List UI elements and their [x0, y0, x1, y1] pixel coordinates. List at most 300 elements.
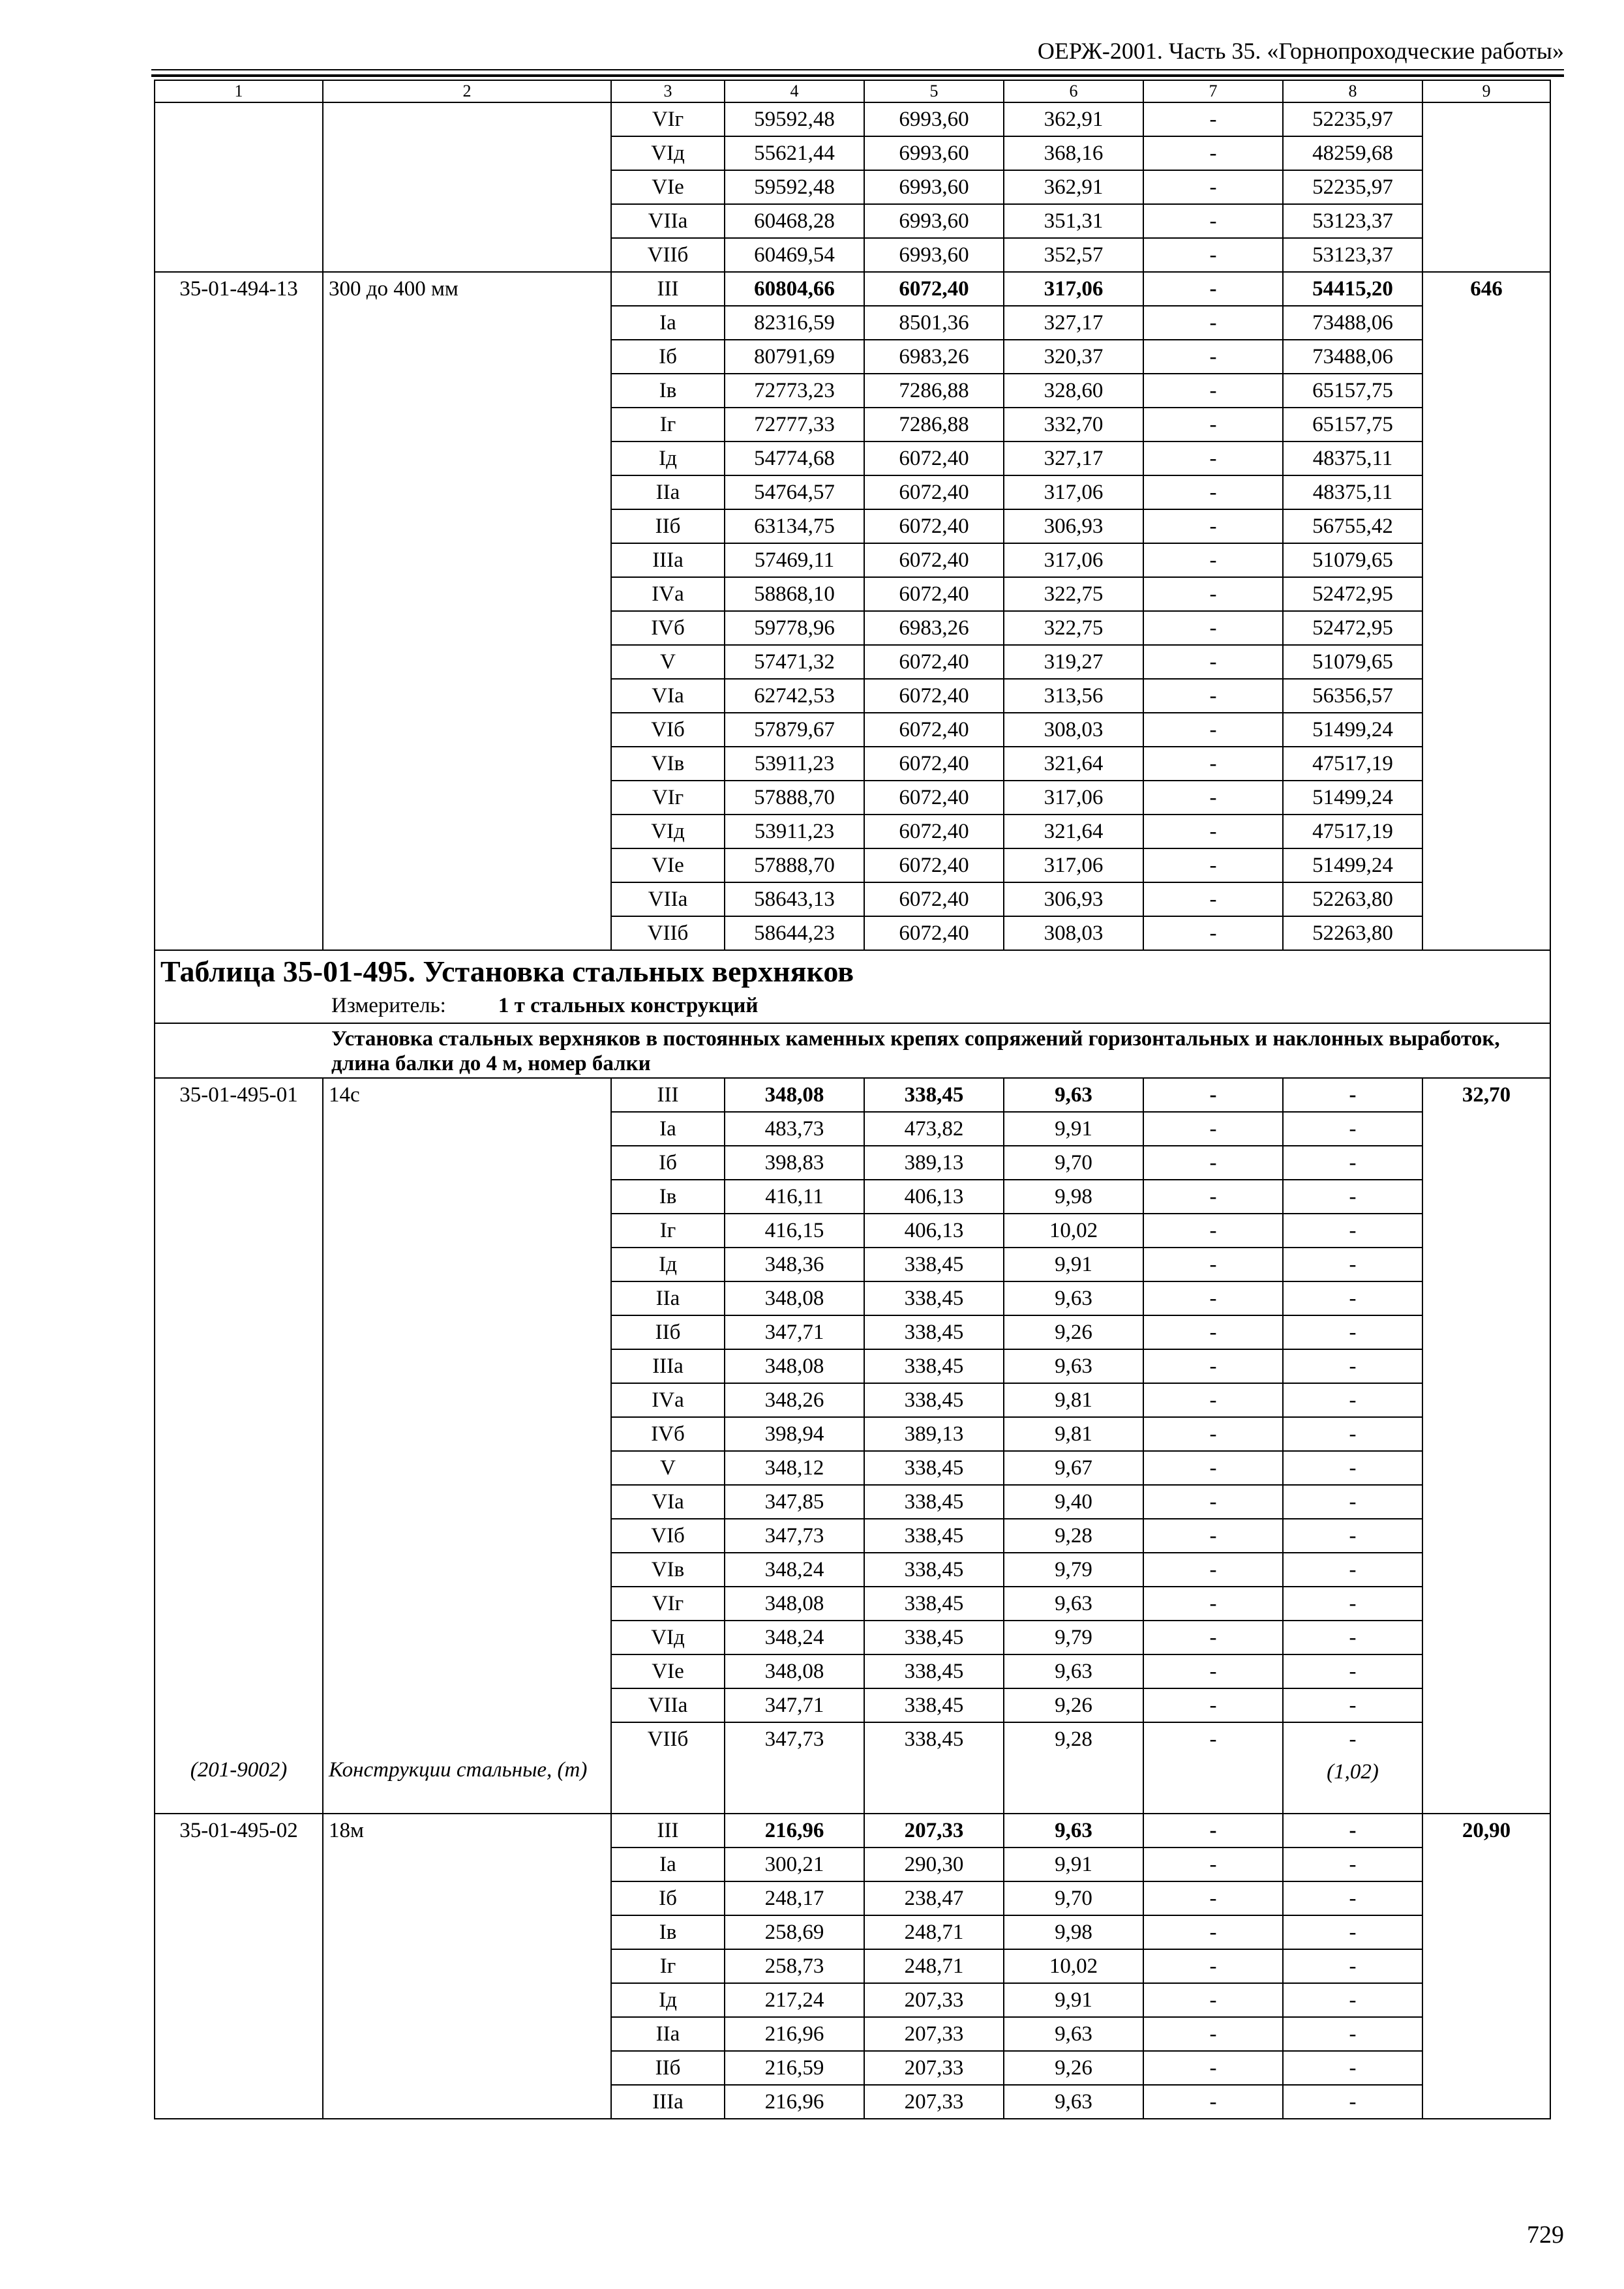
value-cell: - — [1143, 1315, 1283, 1349]
name-cell — [323, 679, 611, 713]
region-cell: Iб — [611, 1881, 725, 1915]
value-cell: - — [1143, 374, 1283, 408]
value-cell: 416,11 — [725, 1180, 864, 1214]
value-cell: 338,45 — [864, 1281, 1004, 1315]
value-cell: 48375,11 — [1283, 441, 1422, 475]
code-cell — [155, 1587, 323, 1621]
code-cell — [155, 1881, 323, 1915]
value-cell: 207,33 — [864, 2085, 1004, 2119]
code-cell — [155, 1281, 323, 1315]
name-cell — [323, 1654, 611, 1688]
value-cell: 51079,65 — [1283, 645, 1422, 679]
value-cell: - — [1283, 1519, 1422, 1553]
value-cell: - — [1283, 1654, 1422, 1688]
value-cell: - — [1143, 882, 1283, 916]
region-cell: VIд — [611, 136, 725, 170]
value-cell: - — [1143, 2085, 1283, 2119]
code-cell — [155, 509, 323, 543]
column-number-row — [155, 80, 1550, 102]
region-cell: V — [611, 1451, 725, 1485]
value-cell: 338,45 — [864, 1519, 1004, 1553]
table-row — [155, 611, 1550, 645]
table-row — [155, 306, 1550, 340]
region-cell: Iа — [611, 306, 725, 340]
value-cell: 65157,75 — [1283, 408, 1422, 441]
value-cell: 306,93 — [1004, 882, 1143, 916]
name-cell — [323, 1180, 611, 1214]
region-cell: IVа — [611, 1383, 725, 1417]
code-cell — [155, 611, 323, 645]
value-cell: 473,82 — [864, 1112, 1004, 1146]
table-row — [155, 1621, 1550, 1654]
value-cell: 216,96 — [725, 1814, 864, 1848]
col9-cell — [1422, 204, 1550, 238]
value-cell: - — [1143, 170, 1283, 204]
region-cell: VIIб — [611, 238, 725, 272]
code-cell — [155, 408, 323, 441]
code-cell — [155, 1688, 323, 1722]
col9-cell: 20,90 — [1422, 1814, 1550, 1848]
value-cell: 57888,70 — [725, 781, 864, 815]
region-cell: VIд — [611, 815, 725, 848]
value-cell: - — [1143, 1281, 1283, 1315]
value-cell: - — [1283, 1553, 1422, 1587]
col9-cell — [1422, 441, 1550, 475]
name-cell: 18м — [323, 1814, 611, 1848]
table-row — [155, 1949, 1550, 1983]
value-cell: - — [1143, 1248, 1283, 1281]
value-cell: 362,91 — [1004, 170, 1143, 204]
code-cell — [155, 1214, 323, 1248]
value-cell: - — [1283, 1451, 1422, 1485]
region-cell: Iб — [611, 340, 725, 374]
value-cell: 52235,97 — [1283, 170, 1422, 204]
value-cell: 338,45 — [864, 1688, 1004, 1722]
value-cell: 6072,40 — [864, 882, 1004, 916]
value-cell: 347,85 — [725, 1485, 864, 1519]
code-cell — [155, 136, 323, 170]
value-cell: - — [1283, 1722, 1422, 1756]
region-cell: VIб — [611, 1519, 725, 1553]
value-cell: - — [1143, 679, 1283, 713]
value-cell: 53123,37 — [1283, 204, 1422, 238]
value-cell: 52263,80 — [1283, 882, 1422, 916]
value-cell: - — [1143, 1485, 1283, 1519]
value-cell: - — [1143, 238, 1283, 272]
value-cell: 6072,40 — [864, 272, 1004, 306]
name-cell — [323, 441, 611, 475]
value-cell: - — [1283, 1688, 1422, 1722]
name-cell — [323, 509, 611, 543]
value-cell: - — [1143, 1848, 1283, 1881]
code-cell — [155, 1654, 323, 1688]
region-cell: VIг — [611, 781, 725, 815]
value-cell: 7286,88 — [864, 374, 1004, 408]
code-cell — [155, 1485, 323, 1519]
value-cell: 9,63 — [1004, 2017, 1143, 2051]
value-cell: - — [1283, 1214, 1422, 1248]
measure-unit: 1 т стальных конструкций — [498, 994, 759, 1017]
region-cell: VIв — [611, 747, 725, 781]
col9-cell — [1422, 1756, 1550, 1814]
code-cell — [155, 1451, 323, 1485]
code-cell — [155, 102, 323, 136]
value-cell: - — [1143, 611, 1283, 645]
value-cell: 238,47 — [864, 1881, 1004, 1915]
region-cell: IIIа — [611, 543, 725, 577]
name-cell — [323, 170, 611, 204]
value-cell: 6072,40 — [864, 509, 1004, 543]
code-cell: 35-01-495-02 — [155, 1814, 323, 1848]
col9-cell — [1422, 2017, 1550, 2051]
code-cell — [155, 815, 323, 848]
name-cell — [323, 204, 611, 238]
region-cell: III — [611, 1078, 725, 1112]
table-row — [155, 815, 1550, 848]
value-cell: 406,13 — [864, 1214, 1004, 1248]
value-cell: 398,83 — [725, 1146, 864, 1180]
value-cell: 389,13 — [864, 1417, 1004, 1451]
name-cell — [323, 1587, 611, 1621]
table-row — [155, 374, 1550, 408]
value-cell: 82316,59 — [725, 306, 864, 340]
region-cell: IIа — [611, 475, 725, 509]
region-cell: VIе — [611, 1654, 725, 1688]
col9-cell — [1422, 679, 1550, 713]
value-cell: - — [1143, 1587, 1283, 1621]
value-cell: 9,26 — [1004, 2051, 1143, 2085]
col9-cell — [1422, 1881, 1550, 1915]
col9-cell — [1422, 1349, 1550, 1383]
value-cell: 9,81 — [1004, 1417, 1143, 1451]
col9-cell — [1422, 1621, 1550, 1654]
value-cell: - — [1143, 1214, 1283, 1248]
value-cell: 52263,80 — [1283, 916, 1422, 950]
value-cell: 48375,11 — [1283, 475, 1422, 509]
value-cell: 338,45 — [864, 1553, 1004, 1587]
value-cell: - — [1143, 1451, 1283, 1485]
value-cell: 338,45 — [864, 1078, 1004, 1112]
col9-cell — [1422, 136, 1550, 170]
value-cell: 62742,53 — [725, 679, 864, 713]
value-cell: 347,71 — [725, 1688, 864, 1722]
code-cell — [155, 1112, 323, 1146]
code-cell — [155, 306, 323, 340]
value-cell: 348,24 — [725, 1621, 864, 1654]
value-cell: - — [1143, 441, 1283, 475]
table-row — [155, 713, 1550, 747]
code-cell — [155, 374, 323, 408]
value-cell: - — [1143, 645, 1283, 679]
value-cell: 54774,68 — [725, 441, 864, 475]
column-number: 2 — [323, 80, 611, 102]
col9-cell — [1422, 1146, 1550, 1180]
table-row — [155, 781, 1550, 815]
empty-cell — [864, 1756, 1004, 1814]
table-row — [155, 747, 1550, 781]
value-cell: - — [1143, 1881, 1283, 1915]
col9-cell — [1422, 1688, 1550, 1722]
name-cell — [323, 848, 611, 882]
value-cell: 483,73 — [725, 1112, 864, 1146]
region-cell: IIIа — [611, 1349, 725, 1383]
value-cell: 9,26 — [1004, 1688, 1143, 1722]
value-cell: 9,63 — [1004, 2085, 1143, 2119]
value-cell: 338,45 — [864, 1485, 1004, 1519]
value-cell: - — [1143, 1949, 1283, 1983]
value-cell: 47517,19 — [1283, 815, 1422, 848]
code-cell — [155, 1621, 323, 1654]
value-cell: - — [1283, 1281, 1422, 1315]
value-cell: - — [1143, 509, 1283, 543]
col9-cell — [1422, 1587, 1550, 1621]
value-cell: 306,93 — [1004, 509, 1143, 543]
value-cell: 59592,48 — [725, 102, 864, 136]
code-cell — [155, 1949, 323, 1983]
region-cell: IVб — [611, 1417, 725, 1451]
value-cell: - — [1283, 1315, 1422, 1349]
value-cell: 389,13 — [864, 1146, 1004, 1180]
value-cell: - — [1143, 340, 1283, 374]
value-cell: 6983,26 — [864, 340, 1004, 374]
value-cell: - — [1143, 1112, 1283, 1146]
value-cell: 57888,70 — [725, 848, 864, 882]
value-cell: 317,06 — [1004, 475, 1143, 509]
region-cell: IVа — [611, 577, 725, 611]
value-cell: - — [1143, 408, 1283, 441]
value-cell: 9,40 — [1004, 1485, 1143, 1519]
name-cell — [323, 543, 611, 577]
col9-cell — [1422, 1848, 1550, 1881]
value-cell: 51499,24 — [1283, 781, 1422, 815]
value-cell: 59778,96 — [725, 611, 864, 645]
col9-cell — [1422, 848, 1550, 882]
table-row — [155, 1078, 1550, 1112]
name-cell — [323, 2085, 611, 2119]
value-cell: - — [1283, 2051, 1422, 2085]
region-cell: IIа — [611, 1281, 725, 1315]
col9-cell — [1422, 645, 1550, 679]
name-cell — [323, 1519, 611, 1553]
value-cell: 9,91 — [1004, 1248, 1143, 1281]
code-cell — [155, 679, 323, 713]
table-row — [155, 1553, 1550, 1587]
value-cell: 51499,24 — [1283, 713, 1422, 747]
region-cell: VIIб — [611, 1722, 725, 1756]
value-cell: 321,64 — [1004, 747, 1143, 781]
code-cell — [155, 645, 323, 679]
value-cell: 73488,06 — [1283, 340, 1422, 374]
col9-cell: 32,70 — [1422, 1078, 1550, 1112]
region-cell: Iг — [611, 1214, 725, 1248]
value-cell: 248,17 — [725, 1881, 864, 1915]
value-cell: 338,45 — [864, 1315, 1004, 1349]
table-description: Установка стальных верхняков в постоянных каменных крепях сопряжений горизонтальных и наклонных выработок, длина балки до 4 м, номер балки — [331, 1027, 1500, 1075]
value-cell: 9,28 — [1004, 1519, 1143, 1553]
value-cell: 9,63 — [1004, 1587, 1143, 1621]
col9-cell — [1422, 815, 1550, 848]
value-cell: 9,63 — [1004, 1281, 1143, 1315]
value-cell: 9,91 — [1004, 1112, 1143, 1146]
table-description-row — [155, 1023, 1550, 1078]
value-cell: 338,45 — [864, 1349, 1004, 1383]
name-cell — [323, 238, 611, 272]
value-cell: 9,81 — [1004, 1383, 1143, 1417]
value-cell: 8501,36 — [864, 306, 1004, 340]
table-description-cell — [155, 1023, 1550, 1078]
value-cell: 216,59 — [725, 2051, 864, 2085]
value-cell: 9,79 — [1004, 1621, 1143, 1654]
table-row — [155, 102, 1550, 136]
table-row — [155, 408, 1550, 441]
value-cell: - — [1283, 1621, 1422, 1654]
value-cell: 72777,33 — [725, 408, 864, 441]
value-cell: - — [1143, 848, 1283, 882]
code-cell — [155, 1915, 323, 1949]
value-cell: 207,33 — [864, 1983, 1004, 2017]
value-cell: 308,03 — [1004, 713, 1143, 747]
name-cell — [323, 916, 611, 950]
value-cell: 9,67 — [1004, 1451, 1143, 1485]
measure-label: Измеритель: — [331, 994, 446, 1017]
value-cell: - — [1143, 916, 1283, 950]
name-cell — [323, 2051, 611, 2085]
value-cell: 6993,60 — [864, 102, 1004, 136]
code-cell — [155, 882, 323, 916]
value-cell: 6993,60 — [864, 204, 1004, 238]
region-cell: V — [611, 645, 725, 679]
value-cell: 9,63 — [1004, 1078, 1143, 1112]
col9-cell — [1422, 2051, 1550, 2085]
col9-cell — [1422, 1485, 1550, 1519]
col9-cell — [1422, 1451, 1550, 1485]
name-cell — [323, 1485, 611, 1519]
name-cell — [323, 1315, 611, 1349]
table-row — [155, 204, 1550, 238]
value-cell: - — [1283, 1915, 1422, 1949]
code-cell — [155, 781, 323, 815]
name-cell — [323, 1349, 611, 1383]
value-cell: - — [1283, 1349, 1422, 1383]
col9-cell — [1422, 408, 1550, 441]
value-cell: - — [1143, 1519, 1283, 1553]
running-header: ОЕРЖ-2001. Часть 35. «Горнопроходческие работы» — [1037, 38, 1564, 64]
value-cell: - — [1143, 102, 1283, 136]
value-cell: 6993,60 — [864, 238, 1004, 272]
col9-cell — [1422, 1180, 1550, 1214]
name-cell — [323, 1451, 611, 1485]
value-cell: - — [1143, 781, 1283, 815]
col9-cell — [1422, 1248, 1550, 1281]
code-cell — [155, 1519, 323, 1553]
table-row — [155, 1983, 1550, 2017]
code-cell — [155, 1553, 323, 1587]
value-cell: - — [1143, 543, 1283, 577]
value-cell: 6072,40 — [864, 577, 1004, 611]
value-cell: - — [1143, 1383, 1283, 1417]
name-cell — [323, 815, 611, 848]
table-row — [155, 1722, 1550, 1756]
measure-line — [160, 993, 1544, 1023]
col9-cell — [1422, 1112, 1550, 1146]
value-cell: 9,70 — [1004, 1881, 1143, 1915]
value-cell: - — [1143, 747, 1283, 781]
table-row — [155, 2051, 1550, 2085]
page-number: 729 — [1527, 2221, 1564, 2249]
value-cell: - — [1143, 1654, 1283, 1688]
value-cell: 53911,23 — [725, 747, 864, 781]
table-title-row — [155, 950, 1550, 1023]
value-cell: 9,70 — [1004, 1146, 1143, 1180]
value-cell: - — [1143, 577, 1283, 611]
table-row — [155, 238, 1550, 272]
value-cell: 47517,19 — [1283, 747, 1422, 781]
value-cell: 338,45 — [864, 1248, 1004, 1281]
col9-cell — [1422, 238, 1550, 272]
table-row — [155, 679, 1550, 713]
name-cell — [323, 136, 611, 170]
value-cell: - — [1283, 1112, 1422, 1146]
header-rule — [151, 69, 1564, 70]
value-cell: 58644,23 — [725, 916, 864, 950]
value-cell: 9,63 — [1004, 1654, 1143, 1688]
value-cell: - — [1143, 306, 1283, 340]
value-cell: 319,27 — [1004, 645, 1143, 679]
name-cell — [323, 475, 611, 509]
resource-qty: (1,02) — [1283, 1756, 1422, 1814]
value-cell: 368,16 — [1004, 136, 1143, 170]
code-cell — [155, 1349, 323, 1383]
col9-cell — [1422, 1417, 1550, 1451]
value-cell: - — [1143, 1180, 1283, 1214]
region-cell: VIе — [611, 170, 725, 204]
value-cell: 348,24 — [725, 1553, 864, 1587]
value-cell: 207,33 — [864, 2017, 1004, 2051]
code-cell — [155, 848, 323, 882]
name-cell — [323, 1915, 611, 1949]
value-cell: - — [1143, 1722, 1283, 1756]
col9-cell — [1422, 2085, 1550, 2119]
column-number: 3 — [611, 80, 725, 102]
region-cell: IIб — [611, 509, 725, 543]
table-row — [155, 1248, 1550, 1281]
price-table — [154, 80, 1551, 2119]
value-cell: 216,96 — [725, 2017, 864, 2051]
region-cell: VIа — [611, 1485, 725, 1519]
value-cell: - — [1283, 1848, 1422, 1881]
col9-cell — [1422, 882, 1550, 916]
region-cell: VIе — [611, 848, 725, 882]
value-cell: 398,94 — [725, 1417, 864, 1451]
table-row — [155, 1214, 1550, 1248]
col9-cell — [1422, 1915, 1550, 1949]
value-cell: 10,02 — [1004, 1949, 1143, 1983]
table-row — [155, 882, 1550, 916]
col9-cell — [1422, 713, 1550, 747]
value-cell: 9,91 — [1004, 1983, 1143, 2017]
region-cell: Iв — [611, 374, 725, 408]
name-cell: 300 до 400 мм — [323, 272, 611, 306]
value-cell: 338,45 — [864, 1722, 1004, 1756]
value-cell: 348,26 — [725, 1383, 864, 1417]
code-cell — [155, 441, 323, 475]
name-cell — [323, 1688, 611, 1722]
value-cell: - — [1143, 1078, 1283, 1112]
value-cell: 56356,57 — [1283, 679, 1422, 713]
table-row — [155, 1881, 1550, 1915]
value-cell: 6072,40 — [864, 475, 1004, 509]
table-row — [155, 1180, 1550, 1214]
